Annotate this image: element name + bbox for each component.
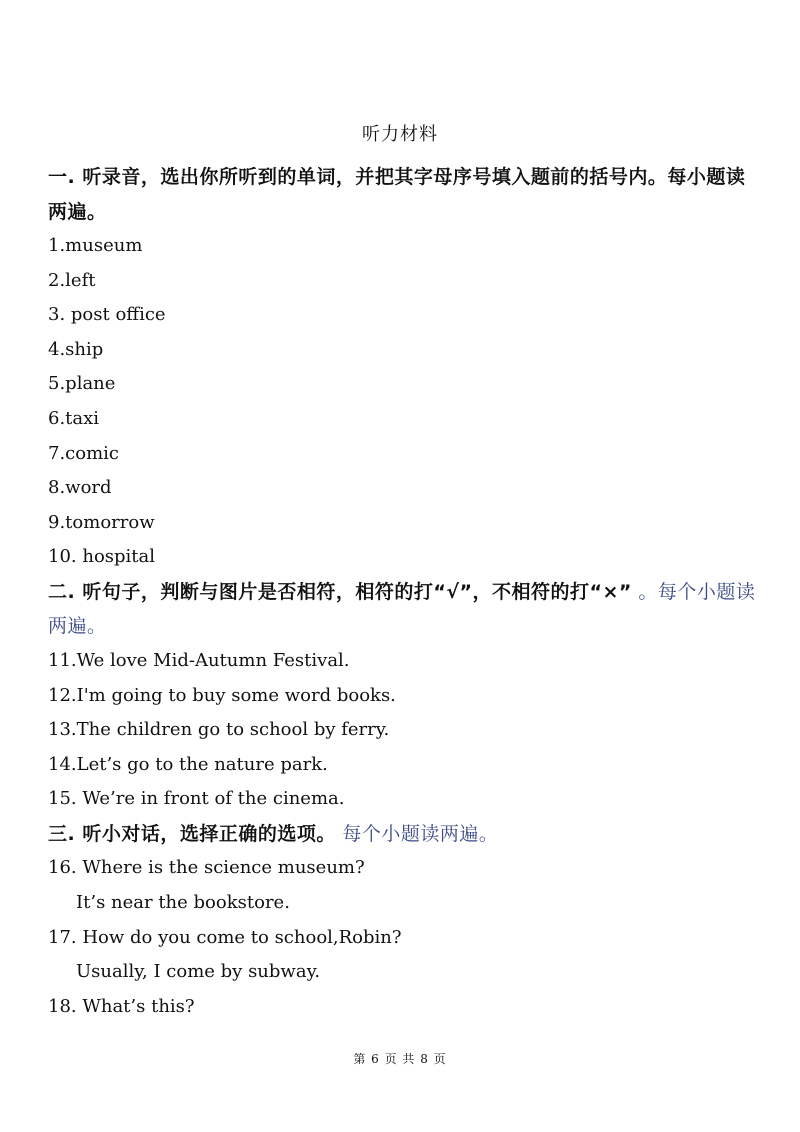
list-item: 14.Let’s go to the nature park. [48, 753, 328, 775]
section-3-heading-note: 每个小题读两遍。 [335, 822, 499, 845]
section-2-heading [48, 575, 760, 644]
list-item: 5.plane [48, 373, 116, 395]
list-item: 9.tomorrow [48, 511, 155, 533]
list-item: 18. What’s this? [48, 995, 195, 1017]
list-item: 11.We love Mid-Autumn Festival. [48, 649, 350, 671]
page-title: 听力材料 [362, 124, 438, 145]
page-footer: 第 6 页 共 8 页 [353, 1052, 447, 1066]
list-item: 1.museum [48, 235, 143, 256]
section-2-heading-note: 。每个小题读两遍。 [48, 580, 756, 638]
list-item: 12.I'm going to buy some word books. [48, 684, 396, 706]
list-item: 7.comic [48, 442, 119, 464]
list-item: 3. post office [48, 304, 166, 326]
list-item: 4.ship [48, 338, 104, 360]
answer-line: Usually, I come by subway. [76, 961, 321, 983]
list-item: 13.The children go to school by ferry. [48, 719, 390, 741]
list-item: 17. How do you come to school,Robin? [48, 926, 402, 948]
document-content [48, 160, 760, 1024]
answer-line: It’s near the bookstore. [76, 892, 290, 913]
list-item: 2.left [48, 269, 96, 291]
section-2-heading-text: 二. 听句子，判断与图片是否相符，相符的打“√”，不相符的打“×” [48, 580, 632, 603]
section-3-heading [48, 817, 760, 852]
section-1-heading [48, 160, 760, 229]
list-item: 16. Where is the science museum? [48, 857, 365, 879]
section-3-heading-text: 三. 听小对话，选择正确的选项。 [48, 822, 336, 845]
list-item: 8.word [48, 477, 112, 499]
list-item: 15. We’re in front of the cinema. [48, 788, 345, 810]
section-1-heading-text: 一. 听录音，选出你所听到的单词，并把其字母序号填入题前的括号内。每小题读两遍。 [48, 166, 746, 223]
list-item: 10. hospital [48, 546, 156, 568]
list-item: 6.taxi [48, 407, 100, 429]
